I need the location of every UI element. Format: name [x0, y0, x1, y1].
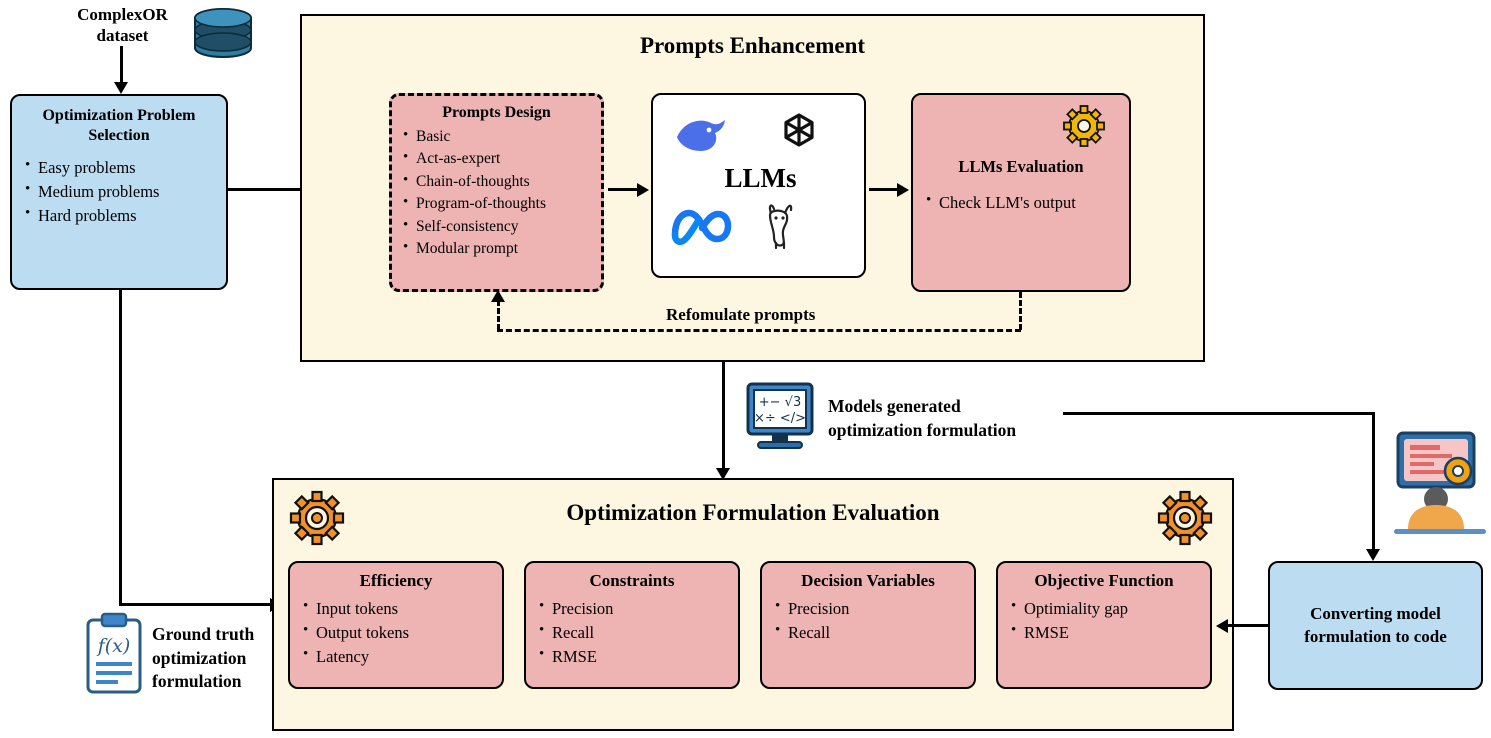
svg-text:+− √3: +− √3 [758, 395, 802, 410]
models-generated-line2: optimization formulation [828, 419, 1017, 440]
evaluation-card-list [538, 597, 726, 669]
list-item: • Medium problems [24, 180, 214, 204]
llms-evaluation-list [925, 191, 1117, 215]
arrow-selection-to-evaluation-vline [119, 290, 122, 606]
list-item: • Modular prompt [402, 238, 591, 260]
prompts-design-card[interactable] [389, 93, 604, 292]
evaluation-card-list [774, 597, 962, 645]
list-item: • Input tokens [302, 597, 490, 621]
arrow-llms-to-eval-line [869, 188, 899, 191]
gear-icon [288, 489, 346, 547]
list-item: • RMSE [1010, 621, 1198, 645]
feedback-arrow-head [491, 290, 505, 302]
evaluation-card-efficiency[interactable] [288, 561, 504, 689]
prompts-enhancement-title: Prompts Enhancement [639, 33, 866, 58]
list-item: • Optimiality gap [1010, 597, 1198, 621]
clipboard-formula-icon [82, 612, 146, 698]
arrow-converting-to-evaluation-head [1216, 619, 1228, 633]
llama-icon [758, 199, 804, 251]
computer-monitor-icon [742, 378, 818, 454]
models-generated-line1: Models generated [828, 396, 961, 416]
ground-truth-line2: optimization [152, 647, 247, 668]
dataset-label [55, 4, 190, 47]
evaluation-card-objective-function[interactable] [996, 561, 1212, 689]
evaluation-card-title: Objective Function [1034, 571, 1174, 590]
list-item: • Easy problems [24, 156, 214, 180]
feedback-line-across [497, 329, 1021, 332]
gear-icon [1156, 489, 1214, 547]
list-item: • Chain-of-thoughts [402, 171, 591, 193]
evaluation-card-decision-variables[interactable] [760, 561, 976, 689]
evaluation-card-title: Efficiency [359, 571, 433, 590]
list-item: • RMSE [538, 645, 726, 669]
evaluation-card-list [1010, 597, 1198, 645]
dataset-label-line1: ComplexOR [77, 5, 168, 24]
llms-title: LLMs [724, 163, 797, 193]
list-item: • Hard problems [24, 204, 214, 228]
ground-truth-line1: Ground truth [152, 624, 255, 644]
feedback-label: Refomulate prompts [660, 305, 821, 325]
meta-icon [669, 203, 735, 247]
feedback-line-down [1019, 292, 1022, 330]
prompts-design-list [402, 126, 591, 261]
arrow-enhancement-to-evaluation-line [722, 362, 725, 472]
problem-selection-title-line2: Selection [88, 127, 150, 144]
feedback-line-up [497, 300, 500, 330]
models-generated-label [828, 395, 1016, 442]
arrow-converting-feed-hline [1063, 412, 1375, 415]
prompts-design-title: Prompts Design [442, 104, 551, 121]
database-icon [192, 8, 254, 64]
arrow-prompts-to-llms-head [637, 183, 649, 197]
arrow-converting-feed-head [1366, 549, 1380, 561]
coder-person-icon [1392, 425, 1488, 537]
arrow-prompts-to-llms-line [608, 188, 639, 191]
list-item: • Act-as-expert [402, 148, 591, 170]
list-item: • Self-consistency [402, 216, 591, 238]
problem-selection-list [24, 156, 214, 228]
arrow-converting-to-evaluation-line [1228, 624, 1270, 627]
gear-icon [1061, 103, 1107, 149]
list-item: • Basic [402, 126, 591, 148]
evaluation-card-list [302, 597, 490, 669]
optimization-formulation-evaluation-title: Optimization Formulation Evaluation [566, 500, 940, 525]
converting-line1: Converting model [1310, 603, 1441, 623]
list-item: • Output tokens [302, 621, 490, 645]
llms-evaluation-title: LLMs Evaluation [958, 157, 1084, 176]
llms-card[interactable] [651, 93, 866, 278]
problem-selection-title [24, 106, 214, 146]
arrow-dataset-to-selection-line [120, 46, 123, 84]
arrow-converting-feed-vline [1372, 412, 1375, 552]
svg-text:×÷ </>: ×÷ </> [753, 411, 807, 426]
deepseek-whale-icon [673, 111, 731, 157]
arrow-llms-to-eval-head [897, 183, 909, 197]
ground-truth-label [152, 623, 254, 694]
converting-line2: formulation to code [1304, 626, 1447, 646]
arrow-selection-to-evaluation-hline [119, 603, 274, 606]
problem-selection-title-line1: Optimization Problem [42, 107, 196, 124]
converting-title [1304, 603, 1447, 649]
list-item: • Recall [774, 621, 962, 645]
arrow-dataset-to-selection-head [114, 82, 128, 94]
list-item: • Check LLM's output [925, 191, 1117, 215]
list-item: • Recall [538, 621, 726, 645]
svg-text:f(x): f(x) [97, 635, 131, 657]
optimization-problem-selection-box[interactable] [10, 94, 228, 290]
converting-model-to-code-box[interactable] [1268, 561, 1483, 690]
evaluation-card-title: Decision Variables [801, 571, 935, 590]
llms-evaluation-card[interactable] [911, 93, 1131, 292]
list-item: • Precision [774, 597, 962, 621]
list-item: • Latency [302, 645, 490, 669]
list-item: • Precision [538, 597, 726, 621]
evaluation-card-constraints[interactable] [524, 561, 740, 689]
list-item: • Program-of-thoughts [402, 193, 591, 215]
dataset-label-line2: dataset [96, 26, 149, 46]
ground-truth-line3: formulation [152, 671, 242, 692]
openai-icon [773, 107, 825, 159]
evaluation-card-title: Constraints [589, 571, 675, 590]
